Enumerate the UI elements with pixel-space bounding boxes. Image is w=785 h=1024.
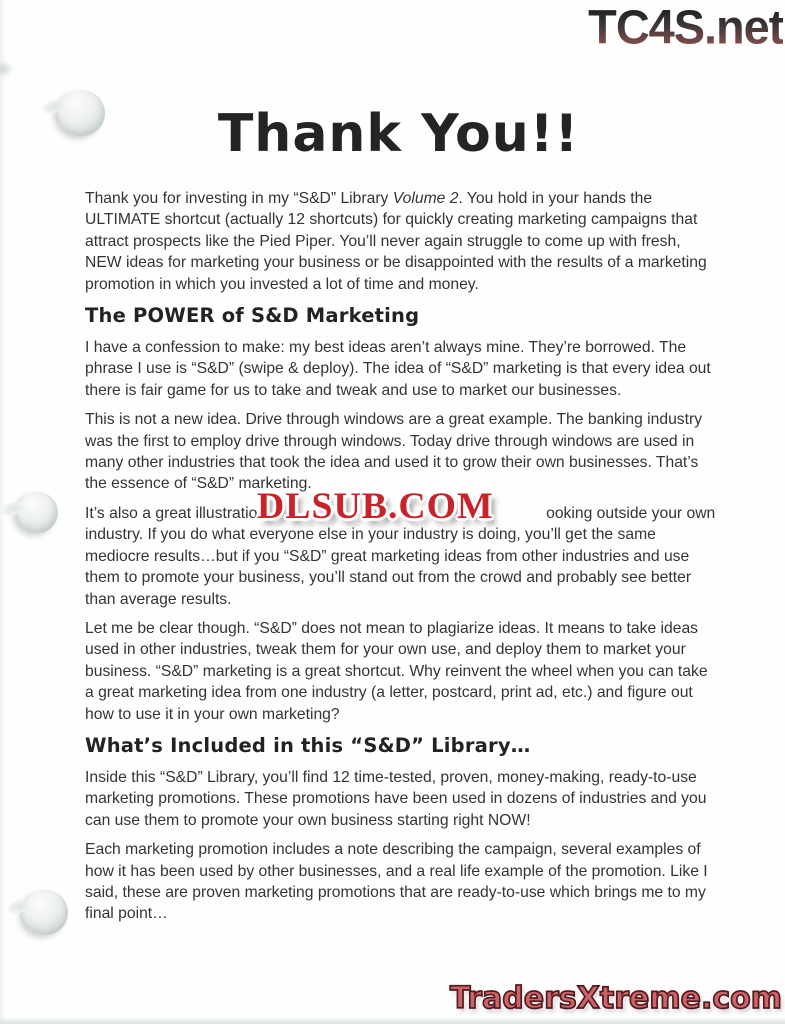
paragraph-confession: I have a confession to make: my best ideas aren’t always mine. They’re borrowed. The phrase I use is “S&D” (swipe & deploy). The idea of “S&D” marketing is that every idea out there is fair game for us to take and tweak and use to market our businesses.: [85, 339, 711, 399]
dlsub-watermark: DLSUB.COM: [257, 486, 494, 527]
intro-text-start: Thank you for investing in my “S&D” Library: [85, 190, 393, 207]
section-heading-whats-included: What’s Included in this “S&D” Library…: [85, 733, 531, 757]
intro-paragraph: [85, 188, 712, 295]
paragraph-each-promotion: Each marketing promotion includes a note describing the campaign, several examples of how it has been used by other businesses, and a real life example of the promotion. Like I said, these are proven marketing promotions that are ready-to-use which brings me to my final point…: [85, 841, 708, 923]
intro-text-end: . You hold in your hands the ULTIMATE shortcut (actually 12 shortcuts) for quickly creating marketing campaigns that attract prospects like the Pied Piper. You’ll never again struggle to come up with fresh, NEW ideas for marketing your business or be disappointed with the results of a marketing promotion in which you invested a lot of time and money.: [85, 190, 707, 293]
scan-edge-bottom: [0, 1017, 785, 1024]
paragraph-drive-through: This is not a new idea. Drive through windows are a great example. The banking industry was the first to employ drive through windows. Today drive through windows are used in many other industries that took the idea and used it to grow their own businesses. That’s the essence of “S&D” marketing.: [85, 411, 703, 493]
obscured-line-start: It’s also a great illustration: [85, 504, 267, 522]
scan-smudge: [0, 60, 14, 78]
obscured-line-end: ooking outside your own: [546, 504, 716, 522]
hole-punch-bottom: [23, 890, 68, 935]
paragraph-be-clear: Let me be clear though. “S&D” does not mean to plagiarize ideas. It means to take ideas used in other industries, tweak them for your own use, and deploy them to market your business. “S&D” marketing is a great shortcut. Why reinvent the wheel when you can take a great marketing idea from one industry (a letter, postcard, print ad, etc.) and figure out how to use it in your own marketing?: [85, 619, 708, 723]
page-title: Thank You!!: [217, 104, 580, 164]
hole-punch-middle: [17, 492, 58, 533]
tradersxtreme-watermark: TradersXtreme.com: [450, 981, 782, 1016]
paragraph-look-outside-rest: industry. If you do what everyone else in your industry is doing, you’ll get the same mediocre results…but if you “S&D” great marketing ideas from other industries and use them to promote your business, you’ll stand out from the crowd and probably see better than average results.: [85, 526, 692, 608]
tc4s-watermark: TC4S.net: [587, 0, 783, 55]
volume-title-italic: Volume 2: [392, 190, 459, 207]
paragraph-inside-library: Inside this “S&D” Library, you’ll find 12 time-tested, proven, money-making, ready-to-use marketing promotions. These promotions have been used in dozens of industries and you can use them to promote your own business starting right NOW!: [85, 768, 707, 829]
section-heading-power-of-sd: The POWER of S&D Marketing: [85, 304, 420, 328]
